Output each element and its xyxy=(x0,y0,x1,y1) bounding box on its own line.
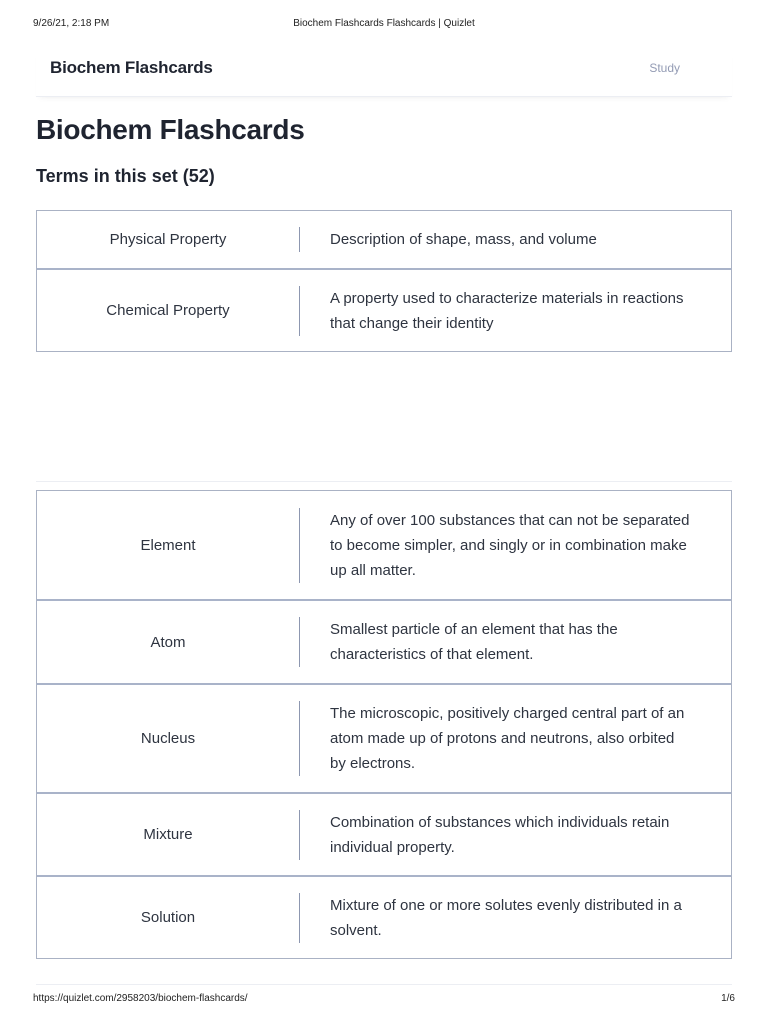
term-text: Nucleus xyxy=(140,730,196,747)
term-row[interactable] xyxy=(37,211,731,268)
terms-list-group-2 xyxy=(36,490,732,959)
term-text: Mixture xyxy=(143,826,193,843)
sticky-topbar xyxy=(36,50,732,97)
definition-text: Any of over 100 substances that can not be separated to become simpler, and singly or in combination make up all matter. xyxy=(330,511,690,579)
study-button[interactable]: Study xyxy=(649,61,680,75)
term-row[interactable] xyxy=(37,268,731,351)
definition-text: Description of shape, mass, and volume xyxy=(330,231,597,248)
print-datetime: 9/26/21, 2:18 PM xyxy=(33,18,110,29)
print-document-title: Biochem Flashcards Flashcards | Quizlet xyxy=(293,18,475,29)
definition-text: Mixture of one or more solutes evenly distributed in a solvent. xyxy=(330,896,682,939)
definition-text: The microscopic, positively charged central part of an atom made up of protons and neutrons, also orbited by electrons. xyxy=(330,705,685,772)
bottom-divider xyxy=(36,984,732,985)
topbar-set-name: Biochem Flashcards xyxy=(50,58,213,77)
term-text: Physical Property xyxy=(109,231,227,248)
term-row[interactable] xyxy=(37,491,731,599)
definition-text: Combination of substances which individuals retain individual property. xyxy=(330,813,670,856)
terms-heading xyxy=(36,166,215,187)
definition-text: A property used to characterize materials in reactions that change their identity xyxy=(330,289,684,332)
terms-list-group-1 xyxy=(36,210,732,352)
term-text: Atom xyxy=(150,633,186,651)
page-title: Biochem Flashcards xyxy=(36,114,305,145)
print-url: https://quizlet.com/2958203/biochem-flashcards/ xyxy=(33,993,248,1004)
page-break-divider xyxy=(36,481,732,482)
print-header xyxy=(0,18,768,32)
terms-count: (52) xyxy=(182,166,215,186)
term-row[interactable] xyxy=(37,875,731,958)
term-row[interactable] xyxy=(37,683,731,792)
term-text: Solution xyxy=(140,909,196,926)
term-text: Chemical Property xyxy=(106,302,230,319)
terms-label: Terms in this set xyxy=(36,166,178,186)
term-text: Element xyxy=(140,536,196,554)
page-indicator: 1/6 xyxy=(721,993,735,1004)
definition-text: Smallest particle of an element that has the characteristics of that element. xyxy=(330,621,618,663)
term-row[interactable] xyxy=(37,792,731,875)
term-row[interactable] xyxy=(37,599,731,683)
